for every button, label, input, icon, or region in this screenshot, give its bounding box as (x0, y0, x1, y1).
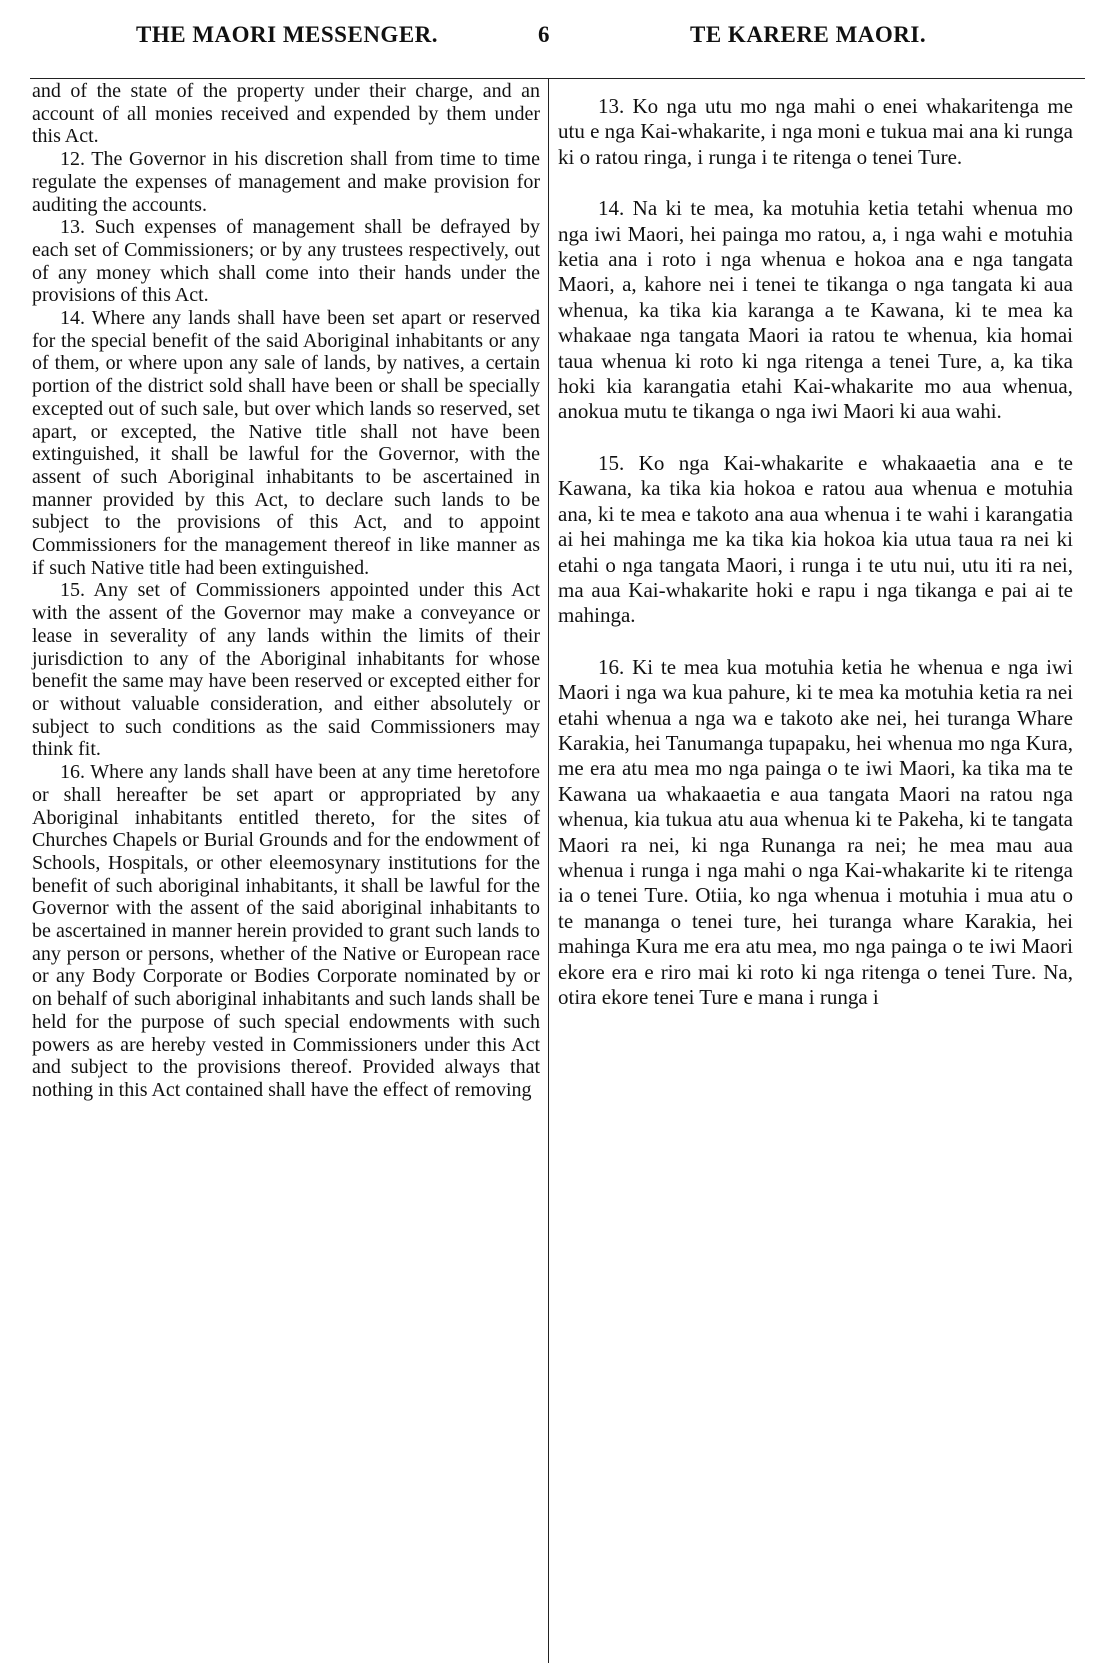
wahanga-13: 13. Ko nga utu mo nga mahi o enei whakaritenga me utu e nga Kai-whakarite, i nga moni e tukua mai ana ki runga ki o ratou ringa, i runga i te ritenga o tenei Ture. (558, 94, 1073, 169)
page-header (0, 22, 1114, 62)
column-divider (548, 78, 549, 1663)
section-16: 16. Where any lands shall have been at any time heretofore or shall hereafter be set apart or appropriated by any Aboriginal inhabitants entitled thereto, for the sites of Churches Chapels or Burial Grounds and for the endowment of Schools, Hospitals, or other eleemosynary institutions for the benefit of such aboriginal inhabitants, it shall be lawful for the Governor with the assent of the said aboriginal inhabitants to be ascertained in manner herein provided to grant such lands to any person or persons, whether of the Native or European race or any Body Corporate or Bodies Corporate nominated by or on behalf of such aboriginal inhabitants and such lands shall be held for the purpose of such special endowments with such powers as are hereby vested in Commissioners under this Act and subject to the provisions thereof. Provided always that nothing in this Act contained shall have the effect of removing (32, 761, 540, 1101)
english-column (32, 80, 540, 1102)
page-number: 6 (538, 22, 550, 47)
paragraph-continuation: and of the state of the property under their charge, and an account of all monies received and expended by them under this Act. (32, 80, 540, 148)
english-masthead: THE MAORI MESSENGER. (136, 22, 439, 47)
section-15: 15. Any set of Commissioners appointed under this Act with the assent of the Governor may make a conveyance or lease in severality of any lands within the limits of their jurisdiction to any of the Aboriginal inhabitants for whose benefit the same may have been reserved or excepted either for or without valuable consideration, and either absolutely or subject to such conditions as the said Commissioners may think fit. (32, 579, 540, 761)
header-rule (30, 78, 1085, 79)
wahanga-15: 15. Ko nga Kai-whakarite e whakaaetia ana e te Kawana, ka tika kia hokoa e ratou aua whenua e motuhia ana, ki te mea e takoto ana aua whenua i te wahi i karangatia ai hei mahinga me ka tika kia hokoa kia utua taua ra nei ki etahi o nga tangata Maori, i runga i te utu nui, utu iti ra nei, ma aua Kai-whakarite hoki e rapu i nga tikanga e pai ai te mahinga. (558, 450, 1073, 628)
wahanga-14: 14. Na ki te mea, ka motuhia ketia tetahi whenua mo nga iwi Maori, hei painga mo ratou, a, i nga wahi e motuhia ketia ana i roto i nga whenua e hokoa ana e nga tangata Maori, a, kahore nei i tenei te tikanga o nga tangata ki aua whenua, ka tika kia karanga a te Kawana, ki te mea ka whakaae nga tangata Maori ia ratou te whenua, kia homai taua whenua ki roto ki nga ritenga a tenei Ture, a, ka tika hoki kia karangatia etahi Kai-whakarite mo aua whenua, anokua mutu te tikanga o nga iwi Maori ki aua wahi. (558, 196, 1073, 424)
maori-column (558, 80, 1073, 1036)
section-12: 12. The Governor in his discretion shall from time to time regulate the expenses of management and make provision for auditing the accounts. (32, 148, 540, 216)
wahanga-16: 16. Ki te mea kua motuhia ketia he whenua e nga iwi Maori i nga wa kua pahure, ki te mea ka motuhia ketia ra nei etahi whenua a nga wa e takoto ake nei, hei turanga Whare Karakia, hei Tanumanga tupapaku, hei whenua mo nga Kura, me era atu mea mo nga painga o te iwi Maori, ka tika ma te Kawana ua whakaaetia e aua tangata Maori na ratou nga whenua, kia tukua atu aua whenua ki te Pakeha, ki te tangata Maori ra nei, ki nga Runanga ra nei; he mea mau aua whenua i runga i nga mahi o nga Kai-whakarite ki te ritenga ia o tenei Ture. Otiia, ko nga whenua i motuhia i mua atu o te mananga o tenei ture, hei turanga whare Karakia, hei mahinga Kura me era atu mea, mo nga painga o te iwi Maori ekore era e riro mai ki roto ki nga ritenga o tenei Ture. Na, otira ekore tenei Ture e mana i runga i (558, 654, 1073, 1009)
maori-masthead: TE KARERE MAORI. (690, 22, 927, 47)
section-13: 13. Such expenses of management shall be defrayed by each set of Commissioners; or by any trustees respectively, out of any money which shall come into their hands under the provisions of this Act. (32, 216, 540, 307)
section-14: 14. Where any lands shall have been set apart or reserved for the special benefit of the said Aboriginal inhabitants or any of them, or where upon any sale of lands, by natives, a certain portion of the district sold shall have been or shall be specially excepted out of such sale, but over which lands so reserved, set apart, or excepted, the Native title shall not have been extinguished, it shall be lawful for the Governor, with the assent of such Aboriginal inhabitants to be ascertained in manner provided by this Act, to declare such lands to be subject to the provisions of this Act, and to appoint Commissioners for the management thereof in like manner as if such Native title had been extinguished. (32, 307, 540, 579)
